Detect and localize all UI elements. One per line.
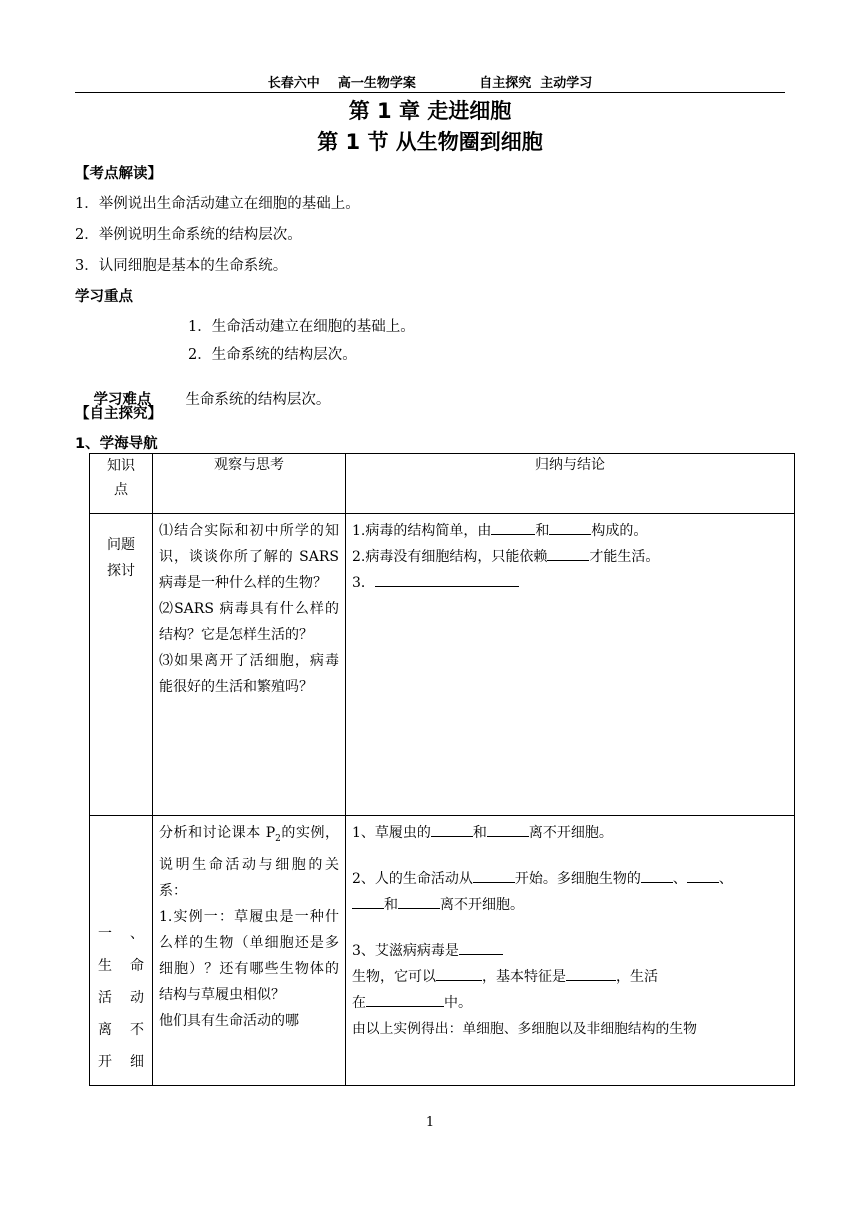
fill-blank[interactable] [366, 992, 444, 1007]
row-label-text: 活 动 [98, 990, 144, 1006]
key-point-item: 1．生命活动建立在细胞的基础上。 [188, 319, 415, 335]
fill-blank[interactable] [487, 822, 529, 837]
chapter-title: 第 1 章 走进细胞 [348, 99, 512, 123]
fill-blank[interactable] [398, 894, 440, 909]
observe-text: 他们具有生命活动的哪 [159, 1012, 299, 1029]
observe-text: ⑴结合实际和初中所学的知识，谈谈你所了解的 SARS 病毒是一种什么样的生物？ [159, 523, 339, 591]
row-label-text: 开 细 [98, 1054, 144, 1070]
fill-blank[interactable] [473, 868, 515, 883]
conclude-line: 由以上实例得出：单细胞、多细胞以及非细胞结构的生物 [352, 1021, 697, 1037]
key-points-heading: 学习重点 [75, 289, 133, 305]
row-label-text: 生 命 [98, 958, 144, 974]
header-rule [75, 92, 785, 93]
conclude-line: 1、草履虫的 和 离不开细胞。 [352, 820, 788, 846]
fill-blank[interactable] [431, 822, 473, 837]
conclude-cell [346, 514, 795, 816]
section-title: 第 1 节 从生物圈到细胞 [317, 130, 543, 154]
row-label-text: 离 不 [98, 1022, 144, 1038]
fill-blank[interactable] [352, 894, 384, 909]
study-table [89, 453, 795, 1086]
header-text: 点 [114, 482, 128, 498]
row-label-text: 一 、 [98, 926, 144, 942]
fill-blank[interactable] [566, 966, 616, 981]
observe-text: ⑶如果离开了活细胞，病毒能很好的生活和繁殖吗？ [159, 653, 339, 695]
conclude-line: 2.病毒没有细胞结构，只能依赖 才能生活。 [352, 544, 788, 570]
table-row [90, 514, 795, 816]
conclude-line: 3、艾滋病病毒是 [352, 938, 788, 964]
fill-blank[interactable] [641, 868, 673, 883]
difficulty-heading: 学习难点 [93, 392, 152, 408]
conclude-line: 3． [352, 570, 788, 596]
conclude-line: 生物，它可以 ，基本特征是 ，生活 [352, 964, 788, 990]
header-text: 知识 [107, 458, 135, 474]
exam-points-heading: 【考点解读】 [75, 166, 162, 182]
row-label-cell [90, 816, 153, 1086]
conclude-line: 2、人的生命活动从 开始。多细胞生物的 、 、 [352, 866, 788, 892]
conclude-line: 1.病毒的结构简单，由 和 构成的。 [352, 518, 788, 544]
header-cell: 归纳与结论 [346, 454, 795, 514]
page-header: 长春六中 高一生物学案 自主探究 主动学习 [267, 76, 593, 91]
table-row [90, 816, 795, 1086]
exam-point-item: 1．举例说出生命活动建立在细胞的基础上。 [75, 196, 360, 212]
exam-point-item: 3．认同细胞是基本的生命系统。 [75, 258, 288, 274]
header-cell [90, 454, 153, 514]
fill-blank[interactable] [459, 940, 503, 955]
fill-blank[interactable] [436, 966, 482, 981]
page-number: 1 [425, 1115, 435, 1130]
row-label-text: 探讨 [107, 563, 135, 579]
fill-blank[interactable] [687, 868, 719, 883]
observe-cell [153, 816, 346, 1086]
observe-text: ⑵SARS 病毒具有什么样的结构？它是怎样生活的？ [159, 601, 339, 643]
conclude-line: 在 中。 [352, 990, 788, 1016]
fill-blank[interactable] [375, 572, 519, 587]
observe-cell [153, 514, 346, 816]
fill-blank[interactable] [549, 520, 591, 535]
nav-heading: 1、学海导航 [75, 436, 158, 452]
observe-text: 1.实例一：草履虫是一种什么样的生物（单细胞还是多细胞）？还有哪些生物体的结构与草履虫相似？ [159, 908, 339, 1003]
header-cell: 观察与思考 [153, 454, 346, 514]
self-explore-heading: 【自主探究】 [75, 406, 162, 422]
conclude-line: 和 离不开细胞。 [352, 892, 788, 918]
row-label-cell [90, 514, 153, 816]
observe-text: 分析和讨论课本 $P_2$的实例，说明生命活动与细胞的关系： [159, 825, 340, 899]
fill-blank[interactable] [491, 520, 535, 535]
row-label-text: 问题 [107, 537, 135, 553]
conclude-cell [346, 816, 795, 1086]
exam-point-item: 2．举例说明生命系统的结构层次。 [75, 227, 302, 243]
fill-blank[interactable] [547, 546, 589, 561]
table-header-row [90, 454, 795, 514]
difficulty-text: 生命系统的结构层次。 [185, 392, 331, 408]
key-point-item: 2．生命系统的结构层次。 [188, 347, 357, 363]
